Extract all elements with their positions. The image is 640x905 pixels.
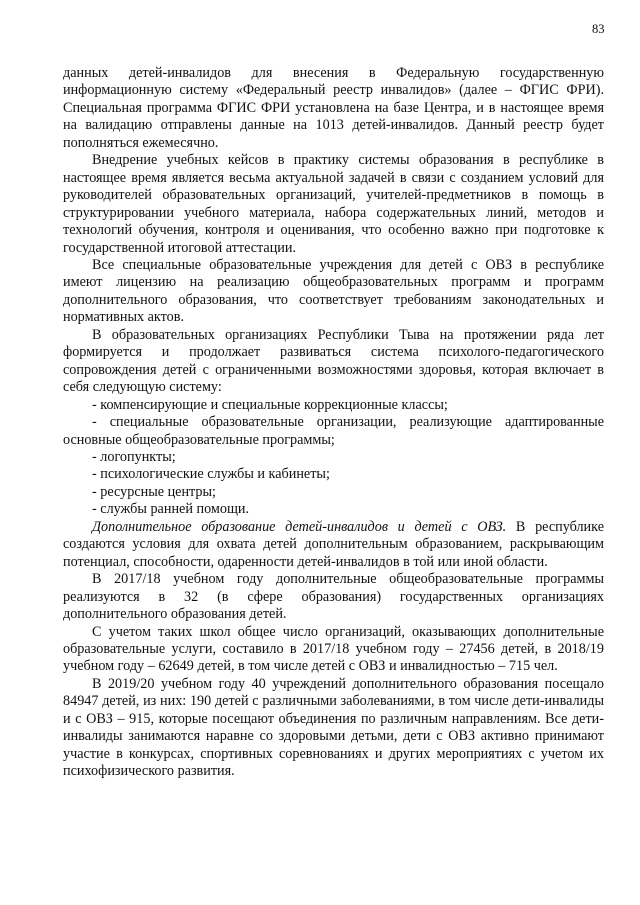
list-item: - компенсирующие и специальные коррекционные классы; xyxy=(92,396,448,413)
list-item: - службы ранней помощи. xyxy=(92,501,250,518)
list-item: - психологические службы и кабинеты; xyxy=(92,466,330,483)
paragraph xyxy=(63,519,604,571)
paragraph: В образовательных организациях Республики Тыва на протяжении ряда лет формируется и продолжает развиваться система психолого-педагогического сопровождения детей с ограниченными возможностями здоровья, которая включает в себя следующую систему: xyxy=(63,326,604,396)
paragraph-text: В республике создаются условия для охвата детей дополнительным образованием, раскрывающим потенциал, способности, одаренности детей-инвалидов в той или иной области. xyxy=(63,518,604,570)
paragraph: В 2019/20 учебном году 40 учреждений дополнительного образования посещало 84947 детей, из них: 190 детей с различными заболеваниями, в том числе дети-инвалиды и с ОВЗ – 915, которые посещают объединения по различным направлениям. Все дети-инвалиды занимаются наравне со здоровыми детьми, дети с ОВЗ активно принимают участие в конкурсах, спортивных соревнованиях и других мероприятиях с учетом их психофизического развития. xyxy=(63,675,604,780)
list-item: - ресурсные центры; xyxy=(92,483,217,500)
paragraph: Все специальные образовательные учреждения для детей с ОВЗ в республике имеют лицензию на реализацию общеобразовательных программ и программ дополнительного образования, что соответствует требованиям законодательных и нормативных актов. xyxy=(63,256,604,326)
section-heading-italic: Дополнительное образование детей-инвалидов и детей с ОВЗ. xyxy=(92,518,507,535)
paragraph: данных детей-инвалидов для внесения в Федеральную государственную информационную систему «Федеральный реестр инвалидов» (далее – ФГИС ФРИ). Специальная программа ФГИС ФРИ установлена на базе Центра, и в настоящее время на валидацию отправлены данные на 1013 детей-инвалидов. Данный реестр будет пополняться ежемесячно. xyxy=(63,65,604,151)
paragraph: С учетом таких школ общее число организаций, оказывающих дополнительные образовательные услуги, составило в 2017/18 учебном году – 27456 детей, в 2018/19 учебном году – 62649 детей, в том числе детей с ОВЗ и инвалидностью – 715 чел. xyxy=(63,623,604,675)
list-item: - специальные образовательные организации, реализующие адаптированные основные общеобразовательные программы; xyxy=(63,414,604,448)
list-item: - логопункты; xyxy=(92,448,176,465)
body-text xyxy=(63,65,604,781)
paragraph: В 2017/18 учебном году дополнительные общеобразовательные программы реализуются в 32 (в сфере образования) государственных организациях дополнительного образования детей. xyxy=(63,571,604,623)
page-number: 83 xyxy=(592,22,605,36)
paragraph: Внедрение учебных кейсов в практику системы образования в республике в настоящее время является весьма актуальной задачей в связи с созданием условий для руководителей образовательных организаций, учителей-предметников в помощь в структурировании учебного материала, набора содержательных линий, методов и технологий обучения, контроля и оценивания, что особенно важно при подготовке к государственной итоговой аттестации. xyxy=(63,152,604,256)
